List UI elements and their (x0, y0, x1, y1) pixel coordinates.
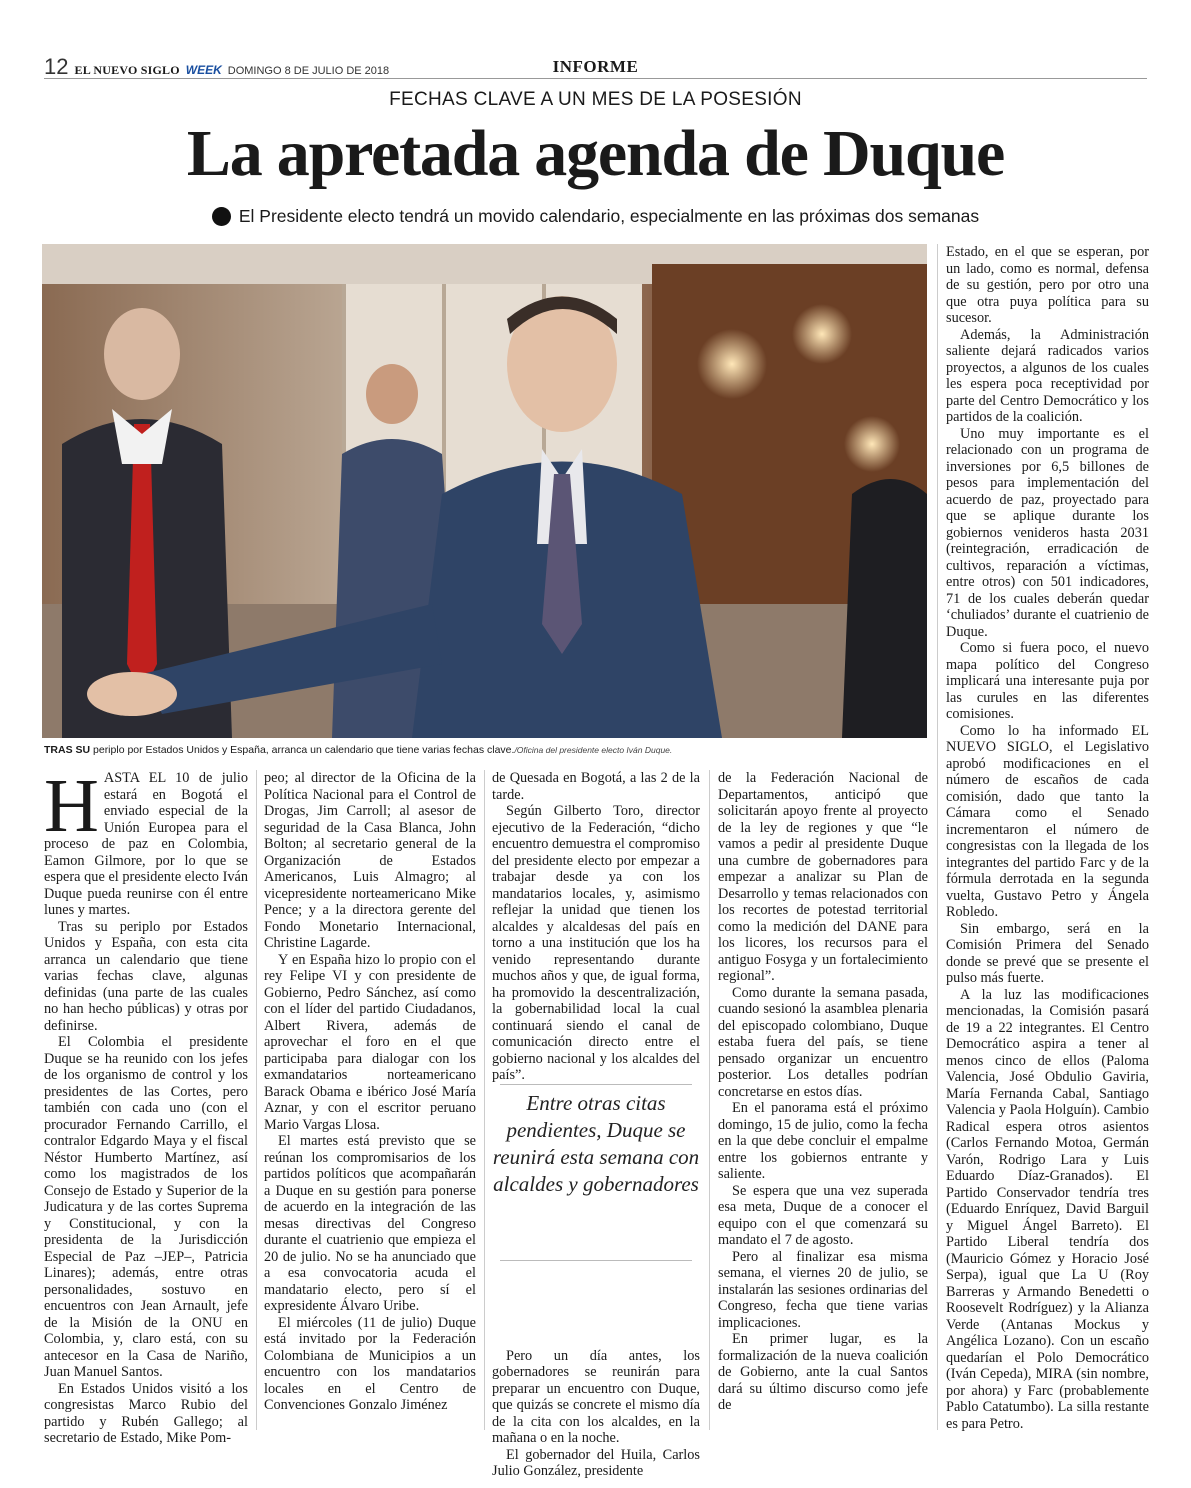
photo-credit: /Oficina del presidente electo Iván Duque. (514, 745, 673, 755)
paragraph: El martes está previsto que se reúnan los compromisarios de los partidos políticos que acompañarán a Duque en su gestión para ponerse de acuerdo en la integración de las mesas directivas del Congreso durante el cuatrienio que empieza el 20 de julio. No se ha anunciado que a esa convocatoria acuda el mandatario electo, pero sí el expresidente Álvaro Uribe. (264, 1133, 476, 1314)
paragraph: A la luz las modificaciones mencionadas, la Comisión pasará de 19 a 22 integrantes. El Centro Democrático aspira a tener al menos cinco de ellos (Paloma Valencia, José Obdulio Gaviria, María Fernanda Cabal, Santiago Valencia y Paola Holguín). Cambio Radical espera otros asientos (Carlos Fernando Motoa, Germán Varón, Rodrigo Lara y Luis Eduardo Díaz-Granados). El Partido Conservador tendría tres (Eduardo Enríquez, David Barguil y Miguel Ángel Barreto). El Partido Liberal tendría dos (Mauricio Gómez y Horacio José Serpa), igual que La U (Roy Barreras y Armando Benedetti o Roosevelt Rodríguez) y la Alianza Verde (Antanas Mockus y Angélica Lozano). Con un escaño quedarían el Polo Democrático (Iván Cepeda), MIRA (sin nombre, por ahora) y Farc (probablemente Pablo Catatumbo). La silla restante es para Petro. (946, 986, 1149, 1432)
article-column-2 (264, 770, 476, 1432)
paragraph: Y en España hizo lo propio con el rey Felipe VI y con presidente de Gobierno, Pedro Sánchez, así como con el líder del partido Ciudadanos, Albert Rivera, además de aprovechar el foro en el que participaba para dialogar con los exmandatarios norteamericano Barack Obama e ibérico José María Aznar, y con el escritor peruano Mario Vargas Llosa. (264, 951, 476, 1133)
paragraph: Tras su periplo por Estados Unidos y España, con esta cita arranca un calendario que tiene varias fechas clave, algunas definidas (una parte de las cuales no han hecho públicas) y otras por definirse. (44, 918, 248, 1034)
paragraph: El gobernador del Huila, Carlos Julio González, presidente (492, 1446, 700, 1479)
paragraph: En el panorama está el próximo domingo, 15 de julio, como la fecha en la que debe concluir el empalme entre los gobiernos entrante y saliente. (718, 1100, 928, 1182)
edition-name: WEEK (185, 63, 222, 77)
column-divider (709, 770, 710, 1430)
paragraph: Además, la Administración saliente dejará radicados varios proyectos, a algunos de los cuales les espera poca receptividad por parte del Centro Democrático y los partidos de la coalición. (946, 326, 1149, 425)
paragraph: Uno muy importante es el relacionado con un programa de inversiones por 6,5 billones de pesos para implementación del acuerdo de paz, proyectado para que se aplique durante los gobiernos venideros hasta 2031 (reintegración, erradicación de cultivos, reparación a víctimas, entre otros) con 501 indicadores, 71 de los cuales deberán quedar ‘chuliados’ durante el cuatrienio de Duque. (946, 425, 1149, 640)
section-label: INFORME (552, 57, 639, 76)
issue-date: DOMINGO 8 DE JULIO DE 2018 (227, 65, 390, 77)
paragraph: Se espera que una vez superada esa meta, Duque de a conocer el equipo con el que comenzará su mandato el 7 de agosto. (718, 1182, 928, 1248)
article-column-5 (946, 244, 1149, 1432)
column-divider (484, 770, 485, 1430)
deck (0, 206, 1191, 227)
paragraph: Pero un día antes, los gobernadores se reunirán para preparar un encuentro con Duque, que quizás se concrete el mismo día de la cita con los alcaldes, en la mañana o en la noche. (492, 1347, 700, 1446)
paragraph: En primer lugar, es la formalización de la nueva coalición de Gobierno, ante la cual Santos dará su último discurso como jefe de (718, 1331, 928, 1413)
paragraph: En Estados Unidos visitó a los congresistas Marco Rubio del partido y Rubén Gallego; al secretario de Estado, Mike Pom- (44, 1380, 248, 1446)
pull-quote-rule (500, 1084, 692, 1085)
caption-text: periplo por Estados Unidos y España, arranca un calendario que tiene varias fechas clave. (90, 744, 515, 756)
pull-quote: Entre otras citas pendientes, Duque se reunirá esta semana con alcaldes y gobernadores (492, 1091, 700, 1196)
paragraph: ASTA EL 10 de julio estará en Bogotá el enviado especial de la Unión Europea para el proceso de paz en Colombia, Eamon Gilmore, por lo que se espera que el presidente electo Iván Duque pueda reunirse con él entre lunes y martes. (44, 770, 248, 918)
photo-illustration (42, 244, 927, 738)
pull-quote-rule (500, 1260, 692, 1261)
headline: La apretada agenda de Duque (186, 117, 1005, 190)
paragraph: Como lo ha informado EL NUEVO SIGLO, el Legislativo aprobó modificaciones en el número de escaños de cada comisión, dado que tanto la Cámara como el Senado incrementaron el número de congresistas con la llegada de los integrantes del partido Farc y de la fórmula derrotada en la segunda vuelta, Gustavo Petro y Ángela Robledo. (946, 722, 1149, 920)
header-rule (44, 78, 1147, 79)
column-divider (256, 770, 257, 1430)
paragraph: Estado, en el que se esperan, por un lado, como es normal, defensa de su gestión, pero por otro una que otra puya política para su sucesor. (946, 244, 1149, 326)
article-column-4 (718, 770, 928, 1432)
photo-caption (44, 744, 929, 756)
paragraph: Sin embargo, será en la Comisión Primera del Senado donde se prevé que se presente el pulso más fuerte. (946, 920, 1149, 986)
kicker: FECHAS CLAVE A UN MES DE LA POSESIÓN (389, 89, 802, 110)
caption-lead: TRAS SU (44, 744, 91, 756)
paragraph: El miércoles (11 de julio) Duque está invitado por la Federación Colombiana de Municipios a un encuentro con los mandatarios locales en el Centro de Convenciones Gonzalo Jiménez (264, 1314, 476, 1413)
paragraph: Pero al finalizar esa misma semana, el viernes 20 de julio, se instalarán las sesiones ordinarias del Congreso, fecha que tiene varias implicaciones. (718, 1248, 928, 1331)
paragraph: El Colombia el presidente Duque se ha reunido con los jefes de los organismo de control y los presidentes de las Cortes, pero también con cada uno (con el procurador Fernando Carrillo, el contralor Edgardo Maya y el fiscal Néstor Humberto Martínez, así como los magistrados de los Consejo de Estado y Superior de la Judicatura y de las cortes Suprema y Constitucional, y con la presidenta de la Jurisdicción Especial de Paz –JEP–, Patricia Linares); además, entre otras personalidades, sostuvo en encuentros con Jean Arnault, jefe de la Misión de la ONU en Colombia, y, claro está, con su antecesor en la Casa de Nariño, Juan Manuel Santos. (44, 1034, 248, 1380)
column-divider (937, 244, 938, 1430)
paragraph: Según Gilberto Toro, director ejecutivo de la Federación, “dicho encuentro demuestra el compromiso del presidente electo por empezar a trabajar desde ya con los mandatarios locales, y, asimismo reflejar la unidad que tienen los alcaldes y alcaldesas del país en torno a una institución que los ha venido representando durante muchos años y que, de igual forma, ha promovido la descentralización, la gobernabilidad local la cual continuará siendo el canal de comunicación directo entre el gobierno nacional y los alcaldes del país”. (492, 803, 700, 1083)
paragraph: Como durante la semana pasada, cuando sesionó la asamblea plenaria del episcopado colombiano, Duque estaba fuera del país, se tiene pensado organizar un encuentro posterior. Los detalles podrían concretarse en estos días. (718, 984, 928, 1100)
paragraph: peo; al director de la Oficina de la Política Nacional para el Control de Drogas, Jim Carroll; al asesor de seguridad de la Casa Blanca, John Bolton; al secretario general de la Organización de Estados Americanos, Luis Almagro; al vicepresidente norteamericano Mike Pence; y a la directora gerente del Fondo Monetario Internacional, Christine Lagarde. (264, 770, 476, 951)
paragraph: de Quesada en Bogotá, a las 2 de la tarde. (492, 770, 700, 803)
drop-cap: H (44, 764, 99, 848)
deck-text: El Presidente electo tendrá un movido calendario, especialmente en las próximas dos semanas (238, 206, 980, 226)
article-photo (42, 244, 927, 738)
newspaper-name: EL NUEVO SIGLO (74, 63, 180, 77)
paragraph: de la Federación Nacional de Departamentos, anticipó que solicitarán apoyo frente al proyecto de la ley de regiones y que “le vamos a pedir al presidente Duque una cumbre de gobernadores para empezar a analizar su Plan de Desarrollo y temas relacionados con los recortes de potestad territorial como la medición del DANE para los licores, los recursos para el antiguo Fosyga y un fortalecimiento regional”. (718, 770, 928, 984)
page-number: 12 (44, 54, 69, 79)
paragraph: Como si fuera poco, el nuevo mapa político del Congreso implicará una interesante puja por las curules en las diferentes comisiones. (946, 640, 1149, 722)
article-column-1 (44, 764, 248, 1446)
bullet-icon (212, 207, 231, 226)
